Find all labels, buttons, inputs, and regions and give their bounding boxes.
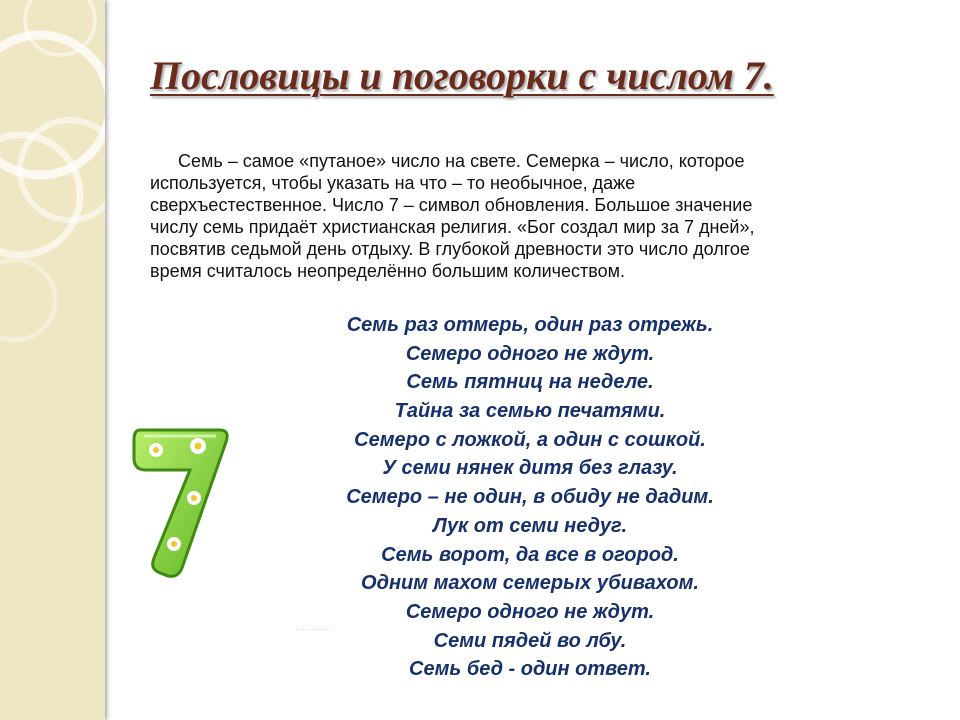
intro-line: используется, чтобы указать на что – то необычное, даже: [150, 173, 636, 193]
intro-line: сверхъестественное. Число 7 – символ обновления. Большое значение: [150, 195, 753, 215]
proverb-item: Семь бед - один ответ.: [409, 658, 651, 681]
watermark-text: · · · · · · · · · · · ·: [296, 627, 332, 633]
proverb-item: Семь раз отмерь, один раз отрежь.: [346, 314, 714, 336]
intro-line: Семь – самое «путаное» число на свете. Семерка – число, которое: [178, 151, 745, 171]
proverb-item: Одним махом семерых убивахом.: [361, 572, 699, 595]
digit-seven-icon: [120, 418, 240, 593]
intro-line: посвятив седьмой день отдыху. В глубокой древности это число долгое: [150, 239, 750, 259]
proverb-item: Лук от семи недуг.: [432, 514, 628, 537]
proverb-item: У семи нянек дитя без глазу.: [382, 457, 678, 480]
daisy-icon: [187, 491, 201, 505]
slide-title: Пословицы и поговорки с числом 7.: [150, 53, 774, 98]
daisy-icon: [190, 438, 206, 454]
daisy-icon: [167, 537, 181, 551]
intro-line: время считалось неопределённо большим количеством.: [150, 261, 626, 281]
proverb-item: Семеро одного не ждут.: [405, 342, 655, 365]
daisy-icon: [149, 443, 163, 457]
proverb-item: Тайна за семью печатями.: [394, 400, 666, 423]
proverb-item: Семи пядей во лбу.: [433, 629, 627, 652]
sidebar-rings-graphic: [0, 0, 105, 720]
proverbs-list: [280, 311, 780, 684]
proverb-item: Семь ворот, да все в огород.: [381, 543, 679, 566]
proverb-item: Семеро одного не ждут.: [405, 600, 655, 623]
proverb-item: Семеро с ложкой, а один с сошкой.: [354, 428, 706, 451]
proverb-item: Семь пятниц на неделе.: [406, 371, 654, 394]
intro-paragraph: [150, 150, 930, 282]
intro-line: числу семь придаёт христианская религия. «Бог создал мир за 7 дней»,: [150, 217, 755, 237]
decorative-sidebar: [0, 0, 105, 720]
proverb-item: Семеро – не один, в обиду не дадим.: [346, 486, 714, 509]
